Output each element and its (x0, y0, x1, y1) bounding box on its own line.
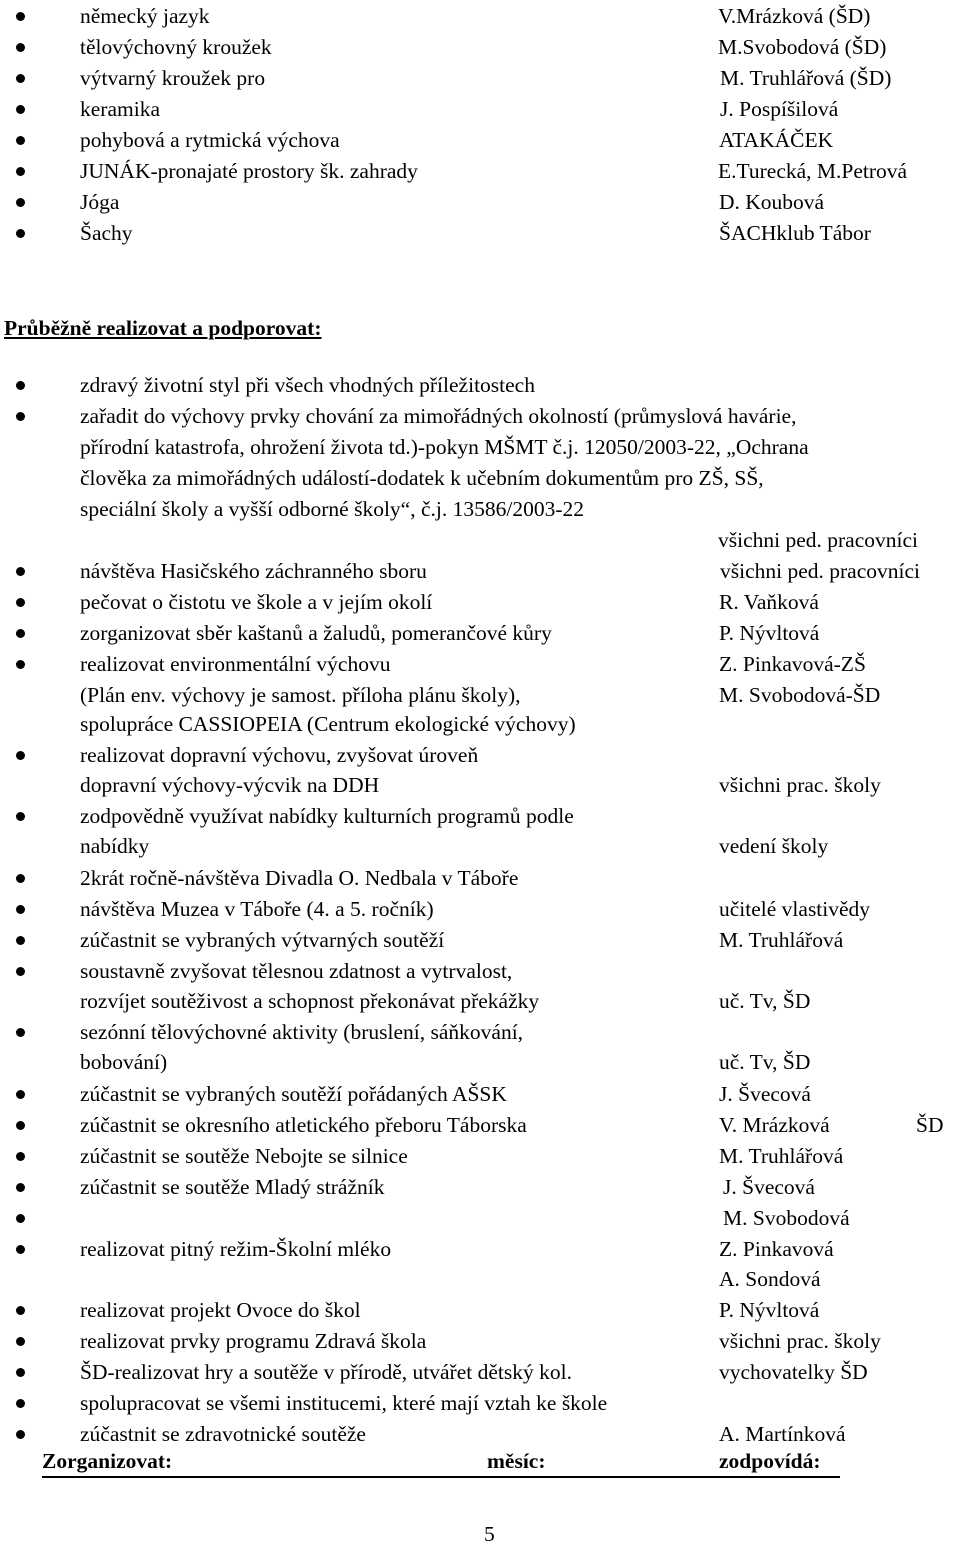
activity-responsible: vychovatelky ŠD (719, 1360, 868, 1384)
activity-text: zorganizovat sběr kaštanů a žaludů, pomerančové kůry (80, 621, 552, 645)
bullet-icon (16, 812, 25, 821)
bullet-icon (16, 1214, 25, 1223)
activity-responsible: Z. Pinkavová-ZŠ (719, 652, 866, 676)
bullet-icon (16, 1430, 25, 1439)
bullet-icon (16, 1121, 25, 1130)
bullet-icon (16, 167, 25, 176)
column-header-month: měsíc: (487, 1449, 546, 1473)
activity-text: návštěva Muzea v Táboře (4. a 5. ročník) (80, 897, 434, 921)
bullet-icon (16, 1306, 25, 1315)
bullet-icon (16, 229, 25, 238)
activity-text: realizovat projekt Ovoce do škol (80, 1298, 361, 1322)
bullet-icon (16, 567, 25, 576)
activity-responsible: M. Truhlářová (719, 1144, 844, 1168)
bullet-icon (16, 967, 25, 976)
bullet-icon (16, 1245, 25, 1254)
bullet-icon (16, 43, 25, 52)
bullet-icon (16, 1337, 25, 1346)
activity-text: realizovat pitný režim-Školní mléko (80, 1237, 392, 1261)
activity-text: zúčastnit se vybraných výtvarných soutěží (80, 928, 445, 952)
club-responsible: J. Pospíšilová (720, 97, 839, 121)
club-responsible: M.Svobodová (ŠD) (718, 35, 887, 59)
bullet-icon (16, 905, 25, 914)
activity-responsible: ŠD (916, 1113, 944, 1137)
activity-responsible: všichni prac. školy (719, 1329, 881, 1353)
activity-responsible: R. Vaňková (719, 590, 819, 614)
bullet-icon (16, 1090, 25, 1099)
bullet-icon (16, 751, 25, 760)
activity-text: soustavně zvyšovat tělesnou zdatnost a vytrvalost, (80, 959, 513, 983)
activity-responsible: uč. Tv, ŠD (719, 989, 811, 1013)
activity-responsible: všichni ped. pracovníci (718, 528, 919, 552)
club-name: tělovýchovný kroužek (80, 35, 272, 59)
bullet-icon (16, 1152, 25, 1161)
activity-text: dopravní výchovy-výcvik na DDH (80, 773, 380, 797)
bullet-icon (16, 1399, 25, 1408)
club-responsible: ATAKÁČEK (719, 128, 834, 152)
activity-responsible: M. Svobodová (723, 1206, 850, 1230)
column-header-responsible: zodpovídá: (719, 1449, 821, 1473)
activity-responsible: J. Švecová (723, 1175, 815, 1199)
activity-responsible: A. Martínková (719, 1422, 846, 1446)
activity-text: (Plán env. výchovy je samost. příloha plánu školy), (80, 683, 521, 707)
activity-responsible: uč. Tv, ŠD (719, 1050, 811, 1074)
activity-text: zúčastnit se zdravotnické soutěže (80, 1422, 366, 1446)
activity-text: zařadit do výchovy prvky chování za mimořádných okolností (průmyslová havárie, (80, 404, 797, 428)
bullet-icon (16, 381, 25, 390)
bullet-icon (16, 1183, 25, 1192)
bullet-icon (16, 74, 25, 83)
bullet-icon (16, 198, 25, 207)
club-responsible: E.Turecká, M.Petrová (718, 159, 908, 183)
section-heading: Průběžně realizovat a podporovat: (4, 316, 322, 340)
activity-text: zúčastnit se soutěže Nebojte se silnice (80, 1144, 408, 1168)
activity-text: pečovat o čistotu ve škole a v jejím okolí (80, 590, 433, 614)
activity-text: zúčastnit se vybraných soutěží pořádaných AŠSK (80, 1082, 507, 1106)
activity-text: zúčastnit se okresního atletického přeboru Táborska (80, 1113, 527, 1137)
activity-text: zúčastnit se soutěže Mladý strážník (80, 1175, 385, 1199)
bullet-icon (16, 136, 25, 145)
activity-text: realizovat prvky programu Zdravá škola (80, 1329, 427, 1353)
activity-text: nabídky (80, 834, 150, 858)
bullet-icon (16, 598, 25, 607)
club-responsible: V.Mrázková (ŠD) (718, 4, 871, 28)
club-name: německý jazyk (80, 4, 210, 28)
activity-text: 2krát ročně-návštěva Divadla O. Nedbala v Táboře (80, 866, 519, 890)
bullet-icon (16, 12, 25, 21)
activity-responsible: učitelé vlastivědy (719, 897, 871, 921)
header-underline (42, 1476, 840, 1478)
bullet-icon (16, 1368, 25, 1377)
club-name: JUNÁK-pronajaté prostory šk. zahrady (80, 159, 418, 183)
activity-responsible: A. Sondová (719, 1267, 821, 1291)
column-header-organize: Zorganizovat: (42, 1449, 173, 1473)
activity-text: zdravý životní styl při všech vhodných příležitostech (80, 373, 535, 397)
activity-text: sezónní tělovýchovné aktivity (bruslení, sáňkování, (80, 1020, 524, 1044)
activity-responsible: Z. Pinkavová (719, 1237, 834, 1261)
activity-text: přírodní katastrofa, ohrožení života td.)-pokyn MŠMT č.j. 12050/2003-22, „Ochrana (80, 435, 809, 459)
page-number: 5 (484, 1522, 495, 1546)
activity-text: bobování) (80, 1050, 168, 1074)
activity-responsible: M. Svobodová-ŠD (719, 683, 881, 707)
activity-responsible: P. Nývltová (719, 1298, 820, 1322)
club-name: Šachy (80, 221, 133, 245)
activity-responsible: všichni ped. pracovníci (720, 559, 921, 583)
bullet-icon (16, 629, 25, 638)
activity-responsible: M. Truhlářová (719, 928, 844, 952)
bullet-icon (16, 936, 25, 945)
club-responsible: D. Koubová (719, 190, 825, 214)
activity-text: realizovat dopravní výchovu, zvyšovat úroveň (80, 743, 479, 767)
bullet-icon (16, 412, 25, 421)
activity-text: rozvíjet soutěživost a schopnost překonávat překážky (80, 989, 540, 1013)
club-responsible: ŠACHklub Tábor (719, 221, 871, 245)
activity-responsible: J. Švecová (719, 1082, 811, 1106)
activity-text: speciální školy a vyšší odborné školy“, č.j. 13586/2003-22 (80, 497, 584, 521)
bullet-icon (16, 660, 25, 669)
club-name: pohybová a rytmická výchova (80, 128, 340, 152)
activity-responsible: všichni prac. školy (719, 773, 881, 797)
activity-text: návštěva Hasičského záchranného sboru (80, 559, 427, 583)
activity-text: realizovat environmentální výchovu (80, 652, 391, 676)
bullet-icon (16, 874, 25, 883)
activity-text: spolupráce CASSIOPEIA (Centrum ekologické výchovy) (80, 712, 576, 736)
activity-text: ŠD-realizovat hry a soutěže v přírodě, utvářet dětský kol. (80, 1360, 572, 1384)
club-responsible: M. Truhlářová (ŠD) (720, 66, 892, 90)
bullet-icon (16, 105, 25, 114)
club-name: výtvarný kroužek pro (80, 66, 266, 90)
club-name: keramika (80, 97, 160, 121)
club-name: Jóga (80, 190, 120, 214)
activity-text: spolupracovat se všemi institucemi, které mají vztah ke škole (80, 1391, 608, 1415)
activity-text: zodpovědně využívat nabídky kulturních programů podle (80, 804, 574, 828)
bullet-icon (16, 1028, 25, 1037)
activity-responsible: P. Nývltová (719, 621, 820, 645)
activity-responsible: V. Mrázková (719, 1113, 830, 1137)
activity-text: člověka za mimořádných událostí-dodatek k učebním dokumentům pro ZŠ, SŠ, (80, 466, 764, 490)
activity-responsible: vedení školy (719, 834, 829, 858)
